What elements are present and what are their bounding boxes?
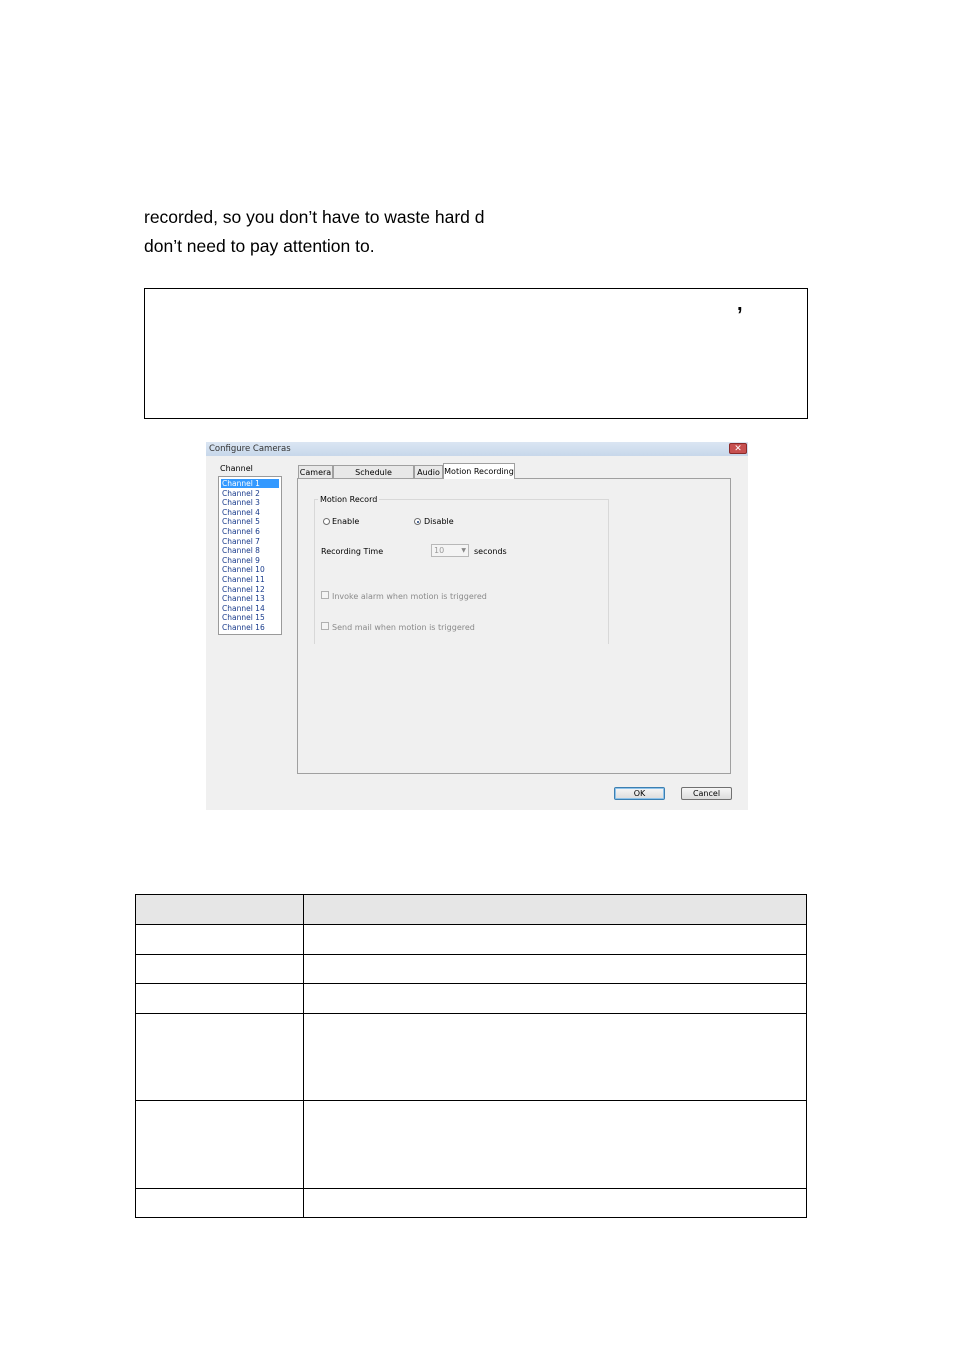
send-mail-label: Send mail when motion is triggered <box>332 623 475 632</box>
invoke-alarm-checkbox[interactable] <box>321 591 329 599</box>
channel-list-item[interactable]: Channel 12 <box>222 584 265 594</box>
table-header-row <box>136 895 807 925</box>
table-cell <box>136 984 304 1014</box>
note-box-comma: , <box>737 293 743 315</box>
channel-list-item[interactable]: Channel 4 <box>222 507 260 517</box>
table-cell <box>304 1189 807 1218</box>
dialog-title: Configure Cameras <box>209 444 291 454</box>
table-cell <box>304 1101 807 1189</box>
table-cell <box>136 895 304 925</box>
table-cell <box>136 1189 304 1218</box>
body-text-line-2: don’t need to pay attention to. <box>144 236 375 256</box>
body-text-line-1: recorded, so you don’t have to waste hard d <box>144 207 485 227</box>
close-icon: ✕ <box>734 444 742 454</box>
channel-list-item[interactable]: Channel 10 <box>222 565 265 575</box>
table-cell <box>136 1014 304 1101</box>
cancel-button[interactable]: Cancel <box>681 787 732 800</box>
table-cell <box>304 955 807 984</box>
channel-list-item[interactable]: Channel 16 <box>222 623 265 632</box>
channel-list-item[interactable]: Channel 5 <box>222 517 260 527</box>
disable-radio[interactable] <box>414 518 421 525</box>
channel-list-item[interactable]: Channel 6 <box>222 527 260 536</box>
tab-audio[interactable]: Audio <box>414 465 443 478</box>
ok-button[interactable]: OK <box>614 787 665 800</box>
motion-record-group-title: Motion Record <box>320 495 378 504</box>
table-cell <box>136 955 304 984</box>
table-cell <box>304 895 807 925</box>
table-cell <box>304 984 807 1014</box>
tab-motion-recording[interactable]: Motion Recording <box>443 463 515 479</box>
close-button[interactable] <box>729 443 747 454</box>
table-row <box>136 925 807 955</box>
channel-list-item[interactable]: Channel 15 <box>222 613 265 623</box>
disable-label: Disable <box>424 517 454 526</box>
note-box <box>144 288 808 419</box>
channel-list-item[interactable]: Channel 7 <box>222 536 260 546</box>
settings-table <box>135 894 807 1218</box>
table-cell <box>304 1014 807 1101</box>
send-mail-checkbox[interactable] <box>321 622 329 630</box>
enable-radio[interactable] <box>323 518 330 525</box>
invoke-alarm-label: Invoke alarm when motion is triggered <box>332 592 487 601</box>
table-cell <box>136 925 304 955</box>
seconds-label: seconds <box>474 547 507 556</box>
channel-list-item[interactable]: Channel 9 <box>222 555 260 565</box>
recording-time-select[interactable] <box>431 544 469 557</box>
chevron-down-icon: ▼ <box>461 547 466 554</box>
table-cell <box>304 925 807 955</box>
table-row <box>136 1014 807 1101</box>
channel-list-item[interactable]: Channel 11 <box>222 575 265 584</box>
tab-schedule-recording[interactable]: Schedule <box>333 465 414 478</box>
channel-list-item[interactable]: Channel 8 <box>222 546 260 556</box>
recording-time-label: Recording Time <box>321 547 384 556</box>
channel-list-item[interactable]: Channel 2 <box>222 488 260 498</box>
enable-label: Enable <box>332 517 360 526</box>
configure-cameras-dialog <box>206 442 748 810</box>
table-cell <box>136 1101 304 1189</box>
channel-list[interactable] <box>218 476 282 635</box>
table-row <box>136 1101 807 1189</box>
channel-list-item[interactable]: Channel 14 <box>222 603 265 613</box>
dialog-titlebar <box>206 442 748 456</box>
channel-list-item[interactable]: Channel 3 <box>222 498 260 508</box>
table-row <box>136 955 807 984</box>
recording-time-value: 10 <box>434 546 445 555</box>
channel-list-item[interactable]: Channel 1 <box>221 479 279 488</box>
motion-recording-panel <box>297 478 731 774</box>
table-row <box>136 984 807 1014</box>
channel-label: Channel <box>220 464 253 473</box>
channel-list-item[interactable]: Channel 13 <box>222 594 265 604</box>
table-row <box>136 1189 807 1218</box>
tab-camera[interactable]: Camera <box>298 465 333 478</box>
